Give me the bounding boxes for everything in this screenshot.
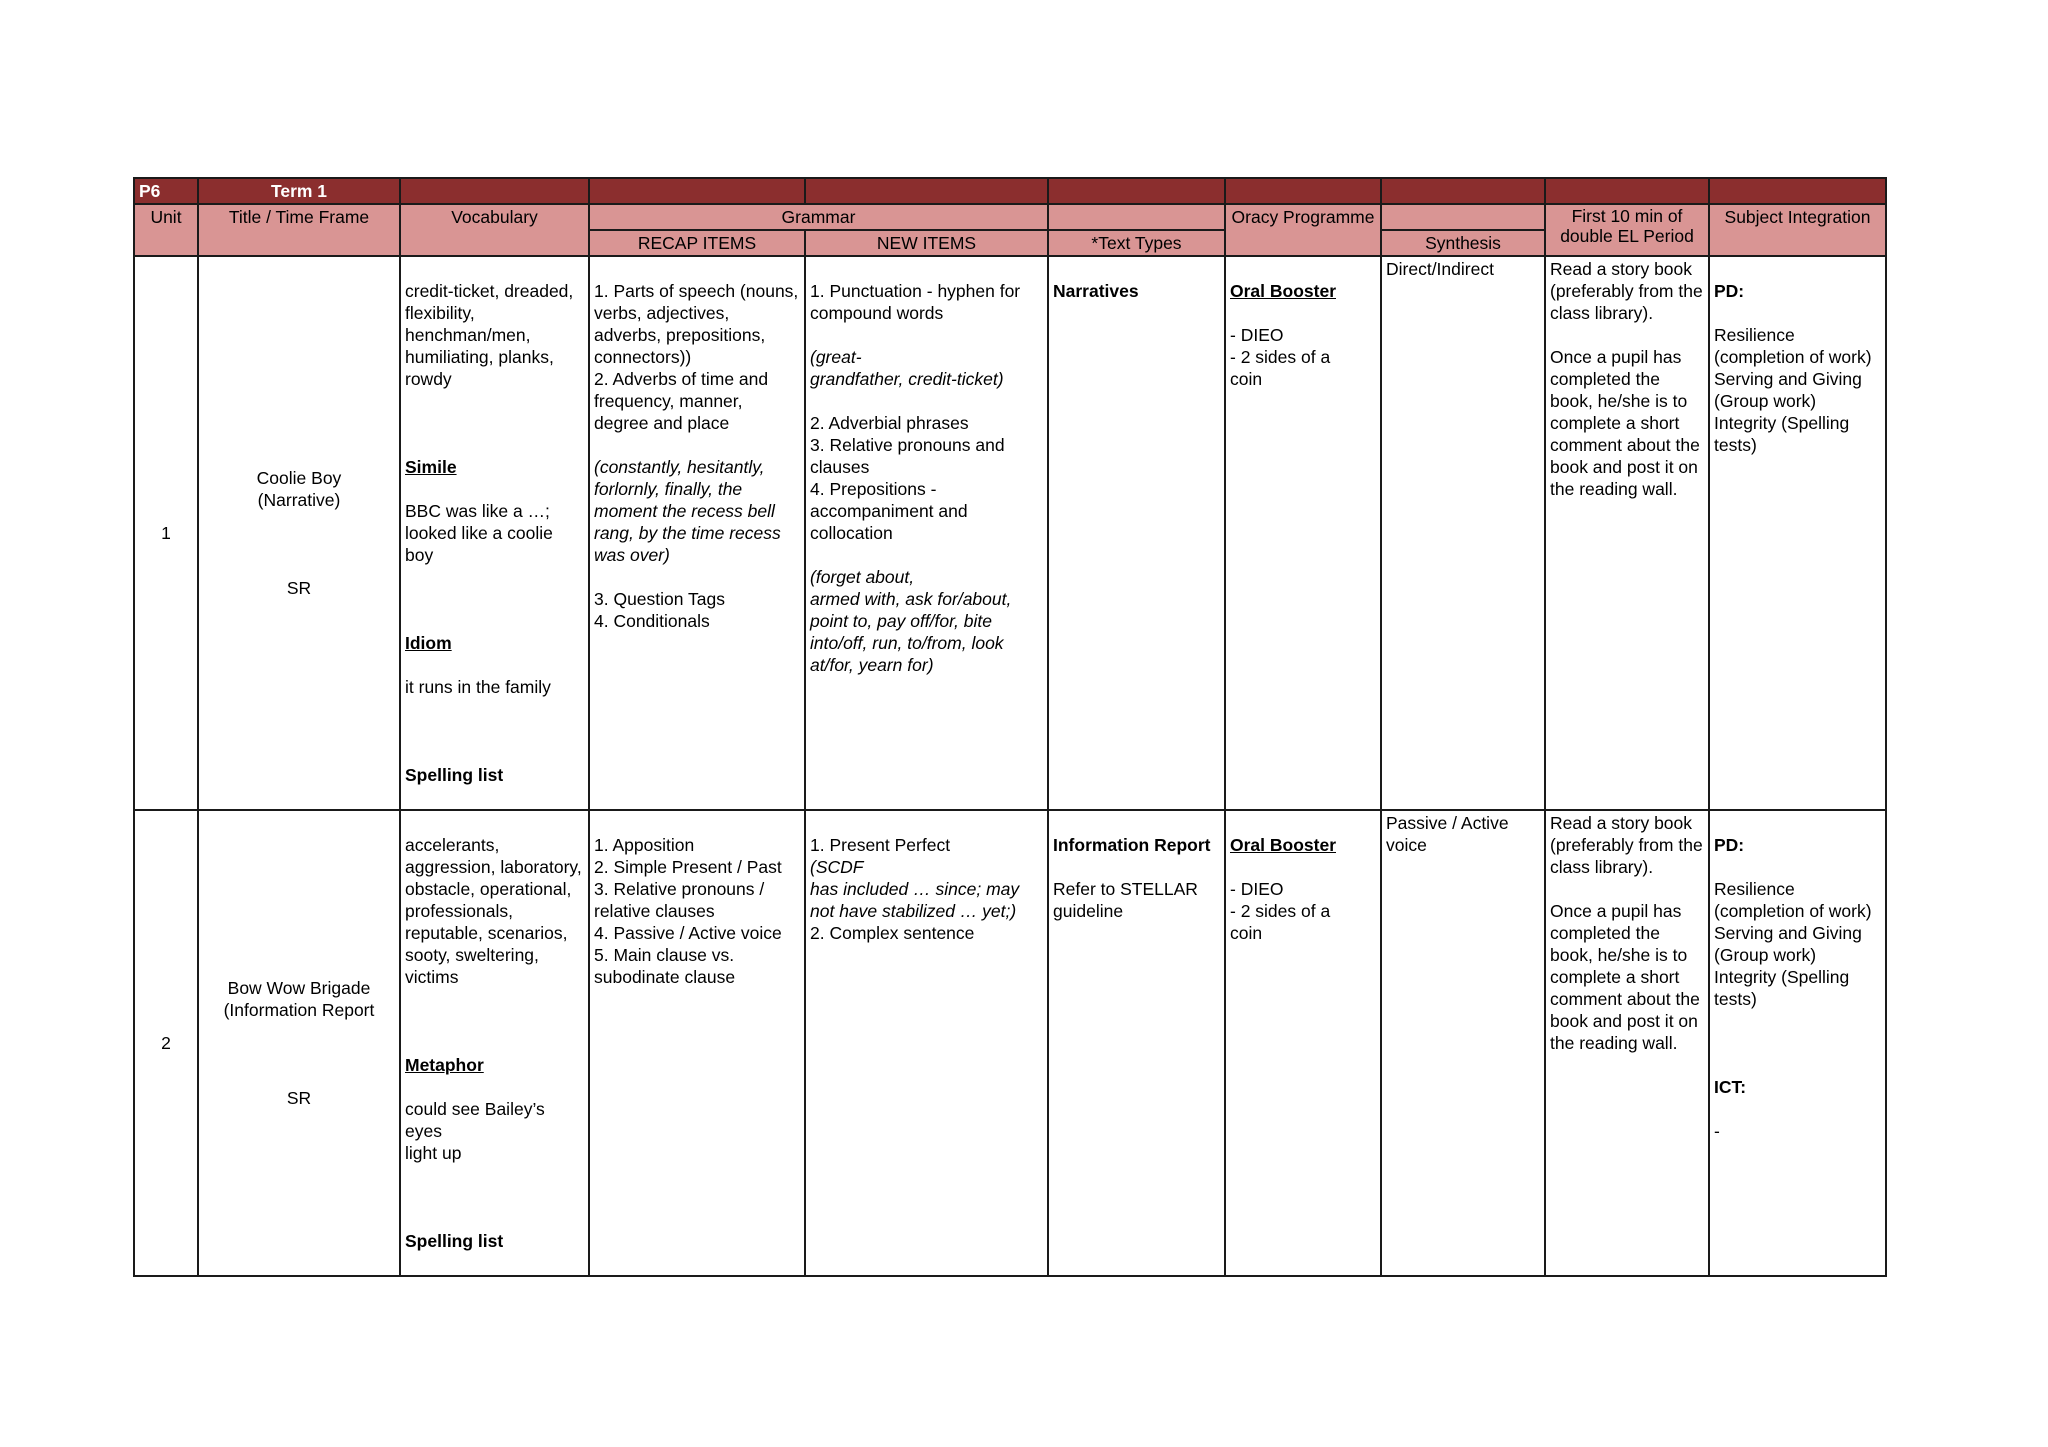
text-types-cell xyxy=(1048,810,1225,1276)
spelling-list: Spelling list xyxy=(405,765,504,785)
synthesis-cell: Direct/Indirect xyxy=(1381,256,1545,810)
spelling-list: Spelling list xyxy=(405,1231,504,1251)
vocab-words: accelerants, aggression, laboratory, obstacle, operational, professionals, reputable, scenarios, sooty, sweltering, victims xyxy=(405,835,582,987)
recap-items-cell xyxy=(589,810,805,1276)
header-filler xyxy=(805,178,1048,204)
text-type: Information Report xyxy=(1053,835,1211,855)
term-cell: Term 1 xyxy=(198,178,400,204)
vocabulary-cell xyxy=(400,810,589,1276)
recap-list: 3. Question Tags 4. Conditionals xyxy=(594,589,726,631)
recap-items-cell xyxy=(589,256,805,810)
level-cell: P6 xyxy=(134,178,198,204)
oracy-cell xyxy=(1225,810,1381,1276)
column-header-row-1 xyxy=(134,204,1886,230)
level-term-row xyxy=(134,178,1886,204)
ict-heading: ICT: xyxy=(1714,1077,1747,1097)
vocab-example: BBC was like a …; looked like a coolie boy xyxy=(405,501,553,565)
header-filler xyxy=(1709,178,1886,204)
header-filler xyxy=(1545,178,1709,204)
unit-title-text: Bow Wow Brigade (Information Report xyxy=(223,978,375,1020)
unit-code: SR xyxy=(286,1088,312,1108)
vocab-example: could see Bailey’s eyes light up xyxy=(405,1099,545,1163)
col-subject-integration: Subject Integration xyxy=(1709,204,1886,256)
header-filler xyxy=(1381,178,1545,204)
col-first10: First 10 min of double EL Period xyxy=(1545,204,1709,256)
vocab-heading-metaphor: Metaphor xyxy=(405,1055,484,1075)
new-list: 1. Present Perfect xyxy=(810,835,951,855)
table-row xyxy=(134,810,1886,1276)
recap-list: 1. Apposition 2. Simple Present / Past 3. Relative pronouns / relative clauses 4. Passive / Active voice 5. Main clause vs. subodinate clause xyxy=(594,835,782,987)
vocabulary-cell xyxy=(400,256,589,810)
first10-cell: Read a story book (preferably from the class library). Once a pupil has completed the book, he/she is to complete a short comment about the book and post it on the reading wall. xyxy=(1545,256,1709,810)
new-items-cell xyxy=(805,256,1048,810)
col-grammar: Grammar xyxy=(589,204,1048,230)
col-unit: Unit xyxy=(134,204,198,256)
new-examples: (great- grandfather, credit-ticket) xyxy=(810,347,1004,389)
new-examples: (SCDF has included … since; may not have stabilized … yet;) xyxy=(810,857,1020,921)
oracy-heading: Oral Booster xyxy=(1230,281,1336,301)
col-oracy: Oracy Programme xyxy=(1225,204,1381,256)
pd-items: Resilience (completion of work) Serving and Giving (Group work) Integrity (Spelling tests) xyxy=(1714,325,1872,455)
unit-number: 1 xyxy=(134,256,198,810)
unit-title-text: Coolie Boy (Narrative) xyxy=(256,468,342,510)
unit-number: 2 xyxy=(134,810,198,1276)
unit-title xyxy=(198,256,400,810)
new-examples: (forget about, armed with, ask for/about, point to, pay off/for, bite into/off, run, to/from, look at/for, yearn for) xyxy=(810,567,1012,675)
new-list: 2. Adverbial phrases 3. Relative pronouns and clauses 4. Prepositions - accompaniment and collocation xyxy=(810,413,1005,543)
vocab-heading-idiom: Idiom xyxy=(405,633,452,653)
col-vocabulary: Vocabulary xyxy=(400,204,589,256)
text-types-cell xyxy=(1048,256,1225,810)
oracy-cell xyxy=(1225,256,1381,810)
header-filler xyxy=(1381,204,1545,230)
pd-heading: PD: xyxy=(1714,281,1745,301)
header-filler xyxy=(1048,204,1225,230)
first10-cell: Read a story book (preferably from the class library). Once a pupil has completed the book, he/she is to complete a short comment about the book and post it on the reading wall. xyxy=(1545,810,1709,1276)
recap-examples: (constantly, hesitantly, forlornly, finally, the moment the recess bell rang, by the time recess was over) xyxy=(594,457,781,565)
vocab-words: credit-ticket, dreaded, flexibility, henchman/men, humiliating, planks, rowdy xyxy=(405,281,574,389)
oracy-heading: Oral Booster xyxy=(1230,835,1336,855)
header-filler xyxy=(589,178,805,204)
unit-title xyxy=(198,810,400,1276)
oracy-items: - DIEO - 2 sides of a coin xyxy=(1230,325,1331,389)
new-list: 1. Punctuation - hyphen for compound words xyxy=(810,281,1021,323)
vocab-example: it runs in the family xyxy=(405,677,551,697)
new-items-cell xyxy=(805,810,1048,1276)
subject-integration-cell xyxy=(1709,810,1886,1276)
pd-heading: PD: xyxy=(1714,835,1745,855)
header-filler xyxy=(1048,178,1225,204)
pd-items: Resilience (completion of work) Serving and Giving (Group work) Integrity (Spelling tests) xyxy=(1714,879,1872,1009)
header-filler xyxy=(400,178,589,204)
col-text-types: *Text Types xyxy=(1048,230,1225,256)
new-list: 2. Complex sentence xyxy=(810,923,975,943)
col-synthesis: Synthesis xyxy=(1381,230,1545,256)
oracy-items: - DIEO - 2 sides of a coin xyxy=(1230,879,1331,943)
synthesis-cell: Passive / Active voice xyxy=(1381,810,1545,1276)
unit-code: SR xyxy=(286,578,312,598)
header-filler xyxy=(1225,178,1381,204)
col-new-items: NEW ITEMS xyxy=(805,230,1048,256)
scheme-of-work-table xyxy=(133,177,1887,1277)
text-type-note: Refer to STELLAR guideline xyxy=(1053,879,1198,921)
ict-items: - xyxy=(1714,1121,1720,1141)
col-recap-items: RECAP ITEMS xyxy=(589,230,805,256)
table-row xyxy=(134,256,1886,810)
text-type: Narratives xyxy=(1053,281,1139,301)
col-title: Title / Time Frame xyxy=(198,204,400,256)
subject-integration-cell xyxy=(1709,256,1886,810)
vocab-heading-simile: Simile xyxy=(405,457,457,477)
recap-list: 1. Parts of speech (nouns, verbs, adjectives, adverbs, prepositions, connectors)) 2. Adverbs of time and frequency, manner, degree and place xyxy=(594,281,799,433)
